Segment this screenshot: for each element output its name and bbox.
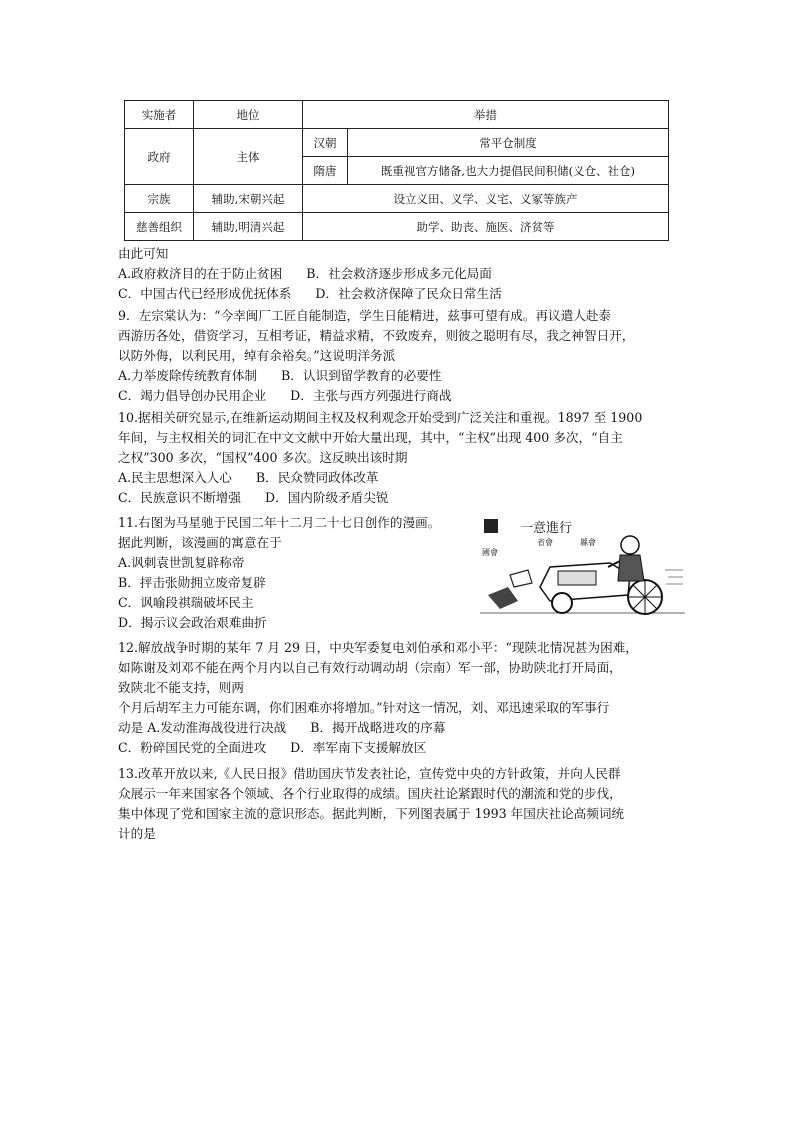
- car-grille: [558, 571, 596, 585]
- cell-han-era: 汉朝: [303, 129, 348, 157]
- q11-option-c[interactable]: C．讽喻段祺瑞破坏民主: [118, 595, 254, 610]
- cartoon-label-guohui: 國會: [482, 548, 498, 557]
- q11-option-b[interactable]: B．抨击张勋拥立废帝复辟: [118, 575, 266, 590]
- wheel-spokes: [628, 580, 662, 614]
- q13-line: 计的是: [118, 826, 156, 841]
- question-8: [118, 244, 688, 304]
- relief-measures-table: [124, 100, 669, 241]
- q12-line: 致陕北不能支持，则两: [118, 680, 244, 695]
- q9-line: 以防外侮，以利民用，绰有余裕矣。”这说明洋务派: [118, 348, 396, 363]
- seal-stamp: [484, 519, 498, 533]
- table-row: [125, 129, 669, 157]
- broken-debris: [488, 587, 518, 609]
- q10-options-ab[interactable]: A.民主思想深入人心 B．民众赞同政体改革: [118, 470, 379, 485]
- q13-line: 集中体现了党和国家主流的意识形态。据此判断，下列图表属于 1993 年国庆社论高频词统: [118, 806, 625, 821]
- q11-line: 11.右图为马星驰于民国二年十二月二十七日创作的漫画。: [118, 515, 441, 530]
- q12-line: 如陈谢及刘邓不能在两个月内以自己有效行动调动胡（宗南）军一部，协助陕北打开局面，: [118, 660, 622, 675]
- q10-line: 10.据相关研究显示,在维新运动期间主权及权利观念开始受到广泛关注和重视。1897 至 1900: [118, 410, 643, 425]
- q12-line: 个月后胡军主力可能东调，你们困难亦将增加。”针对这一情况，刘、邓迅速采取的军事行: [118, 700, 610, 715]
- header-actor: 实施者: [125, 101, 194, 129]
- q13-line: 众展示一年来国家各个领域、各个行业取得的成绩。国庆社论紧跟时代的潮流和党的步伐，: [118, 786, 622, 801]
- cartoon-illustration: [480, 515, 685, 625]
- q9-options-cd[interactable]: C．竭力倡导创办民用企业 D．主张与西方列强进行商战: [118, 388, 452, 403]
- q10-line: 年间，与主权相关的词汇在中文文献中开始大量出现，其中，“主权”出现 400 多次，“自主: [118, 430, 623, 445]
- car-front-wheel: [552, 593, 572, 613]
- q12-options-cd[interactable]: C．粉碎国民党的全面进攻 D．率军南下支援解放区: [118, 740, 427, 755]
- q9-line: 9．左宗棠认为：“今幸闽厂工匠自能制造，学生日能精进，兹事可望有成。再议遣人赴泰: [118, 308, 612, 323]
- header-status: 地位: [194, 101, 303, 129]
- q10-line: 之权”300 多次，“国权”400 多次。这反映出该时期: [118, 450, 408, 465]
- cell-gov-actor: 政府: [125, 129, 194, 185]
- table-header-row: [125, 101, 669, 129]
- q12-options-ab[interactable]: 动是 A.发动淮海战役进行决战 B．揭开战略进攻的序幕: [118, 720, 446, 735]
- header-measures: 举措: [303, 101, 669, 129]
- cell-clan-status: 辅助,宋朝兴起: [194, 185, 303, 213]
- cell-charity-measure: 助学、助丧、施医、济贫等: [303, 213, 669, 241]
- cell-suitang-measure: 既重视官方储备,也大力提倡民间积储(义仓、社仓): [348, 157, 669, 185]
- cell-clan-actor: 宗族: [125, 185, 194, 213]
- driver-head: [621, 536, 639, 554]
- cell-han-measure: 常平仓制度: [348, 129, 669, 157]
- table-row: [125, 213, 669, 241]
- q11-option-d[interactable]: D．揭示议会政治艰难曲折: [118, 615, 267, 630]
- q11-option-a[interactable]: A.讽刺袁世凯复辟称帝: [118, 555, 245, 570]
- q12-line: 12.解放战争时期的某年 7 月 29 日，中央军委复电刘伯承和邓小平：“现陕北情况甚为困难，: [118, 640, 638, 655]
- motion-lines: [665, 570, 683, 584]
- cell-clan-measure: 设立义田、义学、义宅、义冢等族产: [303, 185, 669, 213]
- q8-options-cd[interactable]: C．中国古代已经形成优抚体系 D．社会救济保障了民众日常生活: [118, 286, 502, 301]
- question-12: [118, 638, 688, 758]
- q9-line: 西游历各处，借资学习，互相考证，精益求精，不致废弃，则彼之聪明有尽，我之神智日开，: [118, 328, 635, 343]
- q10-options-cd[interactable]: C．民族意识不断增强 D．国内阶级矛盾尖锐: [118, 490, 389, 505]
- q8-stem: 由此可知: [118, 246, 169, 261]
- q8-options-ab[interactable]: A.政府救济目的在于防止贫困 B．社会救济逐步形成多元化局面: [118, 266, 492, 281]
- q9-options-ab[interactable]: A.力举废除传统教育体制 B．认识到留学教育的必要性: [118, 368, 442, 383]
- cell-charity-actor: 慈善组织: [125, 213, 194, 241]
- broken-box: [510, 570, 532, 587]
- table-row: [125, 185, 669, 213]
- q11-line: 据此判断，该漫画的寓意在于: [118, 535, 282, 550]
- cartoon-label-xianhui: 縣會: [580, 538, 596, 547]
- cell-gov-status: 主体: [194, 129, 303, 185]
- question-10: [118, 408, 688, 508]
- cell-suitang-era: 隋唐: [303, 157, 348, 185]
- cartoon-title: 一意進行: [520, 521, 573, 536]
- question-9: [118, 306, 688, 406]
- question-13: [118, 764, 688, 844]
- driver-body: [618, 555, 644, 581]
- cartoon-label-shenghui: 省會: [537, 538, 553, 547]
- q13-line: 13.改革开放以来,《人民日报》借助国庆节发表社论，宣传党中央的方针政策，并向人民群: [118, 766, 621, 781]
- cell-charity-status: 辅助,明清兴起: [194, 213, 303, 241]
